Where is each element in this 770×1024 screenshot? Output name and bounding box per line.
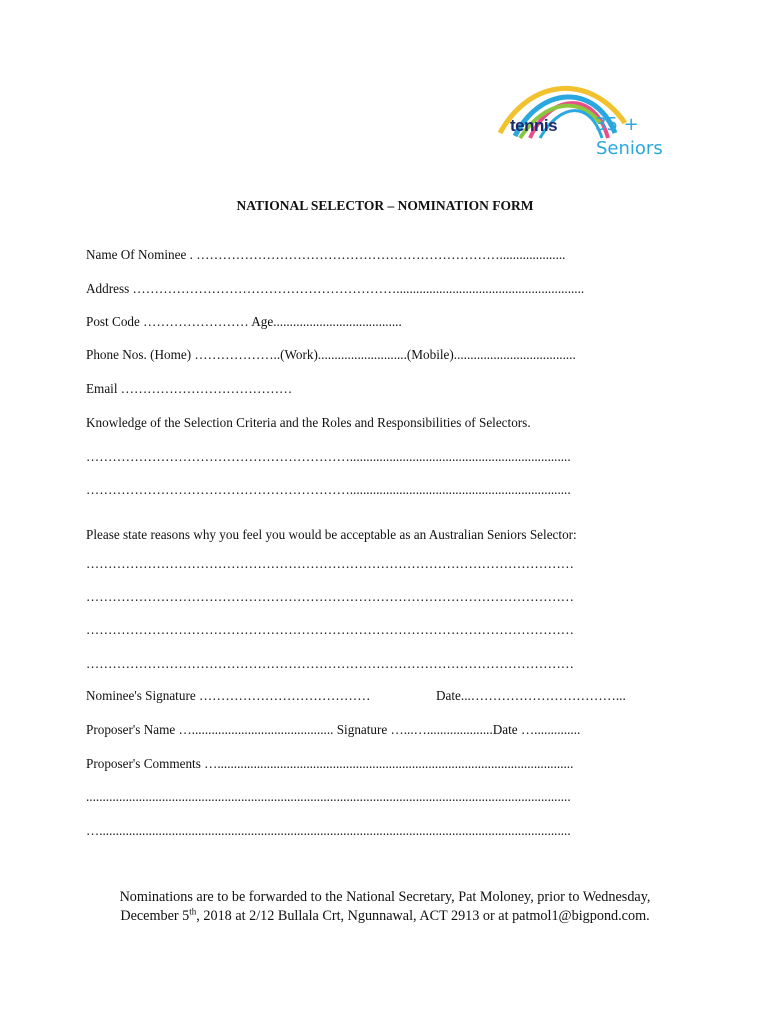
logo-35-text: 35 + [595, 114, 639, 135]
reasons-heading: Please state reasons why you feel you would be acceptable as an Australian Seniors Selector: [86, 527, 577, 542]
address-field[interactable]: Address ……………………………………………………......................................................... [86, 281, 585, 296]
form-title: NATIONAL SELECTOR – NOMINATION FORM [236, 198, 534, 213]
comments-line-1[interactable]: ................................................................................................................................................... [86, 789, 571, 804]
knowledge-heading: Knowledge of the Selection Criteria and the Roles and Responsibilities of Selectors. [86, 415, 531, 430]
tennis-seniors-logo [490, 78, 675, 163]
proposer-name-signature-date-field[interactable]: Proposer's Name …........................................... Signature …...…....................Date ….............. [86, 722, 581, 737]
email-field[interactable]: Email ………………………………… [86, 381, 293, 396]
nominee-signature-field[interactable]: Nominee's Signature ………………………………… [86, 688, 371, 703]
knowledge-line-2[interactable]: ……………………………………………………................................................................... [86, 482, 571, 497]
footer-line-2 [60, 907, 710, 926]
comments-line-2[interactable]: …............................................................................................................................................... [86, 823, 571, 838]
footer-note [60, 888, 710, 926]
footer-line-2-a: December 5 [120, 908, 190, 924]
reasons-line-4[interactable]: ………………………………………………………………………………………………… [86, 656, 574, 671]
reasons-line-3[interactable]: ………………………………………………………………………………………………… [86, 622, 574, 637]
footer-line-2-b: , 2018 at 2/12 Bullala Crt, Ngunnawal, ACT 2913 or at patmol1@bigpond.com. [196, 908, 650, 924]
proposers-comments-field[interactable]: Proposer's Comments …............................................................................................................ [86, 756, 574, 771]
name-of-nominee-field[interactable]: Name Of Nominee . …………………………………………………………….................... [86, 247, 566, 262]
reasons-line-1[interactable]: ………………………………………………………………………………………………… [86, 556, 574, 571]
logo-seniors-text: Seniors [596, 138, 663, 159]
logo-tennis-text: tennis [510, 116, 558, 135]
phone-nos-field[interactable]: Phone Nos. (Home) ………………..(Work)...........................(Mobile)..................................... [86, 347, 576, 362]
post-code-age-field[interactable]: Post Code …………………… Age....................................... [86, 314, 402, 329]
nominee-date-field[interactable]: Date...……………………………... [436, 688, 626, 703]
knowledge-line-1[interactable]: ……………………………………………………................................................................... [86, 449, 571, 464]
reasons-line-2[interactable]: ………………………………………………………………………………………………… [86, 589, 574, 604]
footer-line-1: Nominations are to be forwarded to the National Secretary, Pat Moloney, prior to Wednesday, [119, 889, 651, 905]
footer-line-2-sup: th [189, 906, 197, 917]
